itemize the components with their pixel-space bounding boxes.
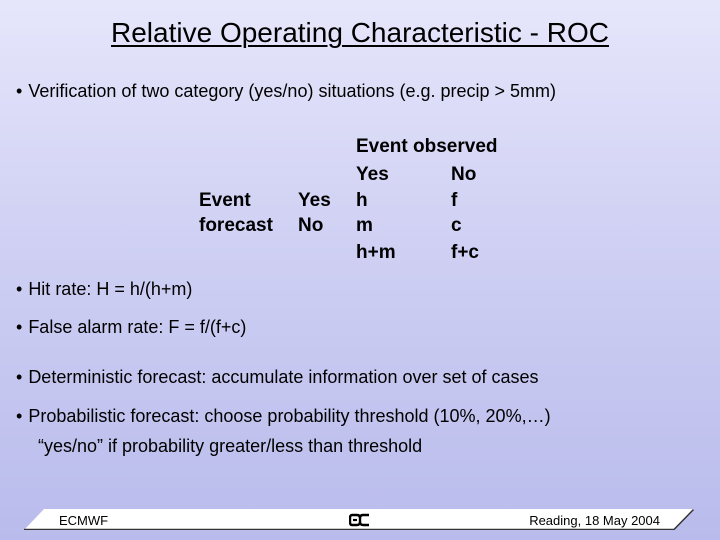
footer-date: Reading, 18 May 2004 — [529, 513, 660, 528]
bullet-marker: • — [16, 279, 23, 299]
bullet-marker: • — [16, 317, 23, 337]
bullet-deterministic-text: Deterministic forecast: accumulate information over set of cases — [28, 367, 539, 387]
col-header-no: No — [451, 164, 477, 185]
bullet-false-alarm-text: False alarm rate: F = f/(f+c) — [28, 317, 247, 337]
bullet-probabilistic — [16, 405, 551, 427]
bullet-probabilistic-text: Probabilistic forecast: choose probability threshold (10%, 20%,…) — [28, 406, 551, 426]
cell-correct-negatives: c — [451, 215, 462, 236]
total-observed-no: f+c — [451, 242, 479, 263]
bullet-hit-rate — [16, 278, 192, 300]
ecmwf-logo-icon — [349, 513, 371, 527]
row-label-forecast: forecast — [199, 215, 273, 236]
bullet-intro — [16, 80, 556, 102]
bullet-marker: • — [16, 367, 23, 387]
bullet-hit-rate-text: Hit rate: H = h/(h+m) — [28, 279, 193, 299]
bullet-deterministic — [16, 366, 539, 388]
slide-title-wrap — [0, 17, 720, 49]
cell-hits: h — [356, 190, 368, 211]
bullet-probabilistic-continuation: “yes/no” if probability greater/less than threshold — [38, 436, 423, 456]
col-header-yes: Yes — [356, 164, 389, 185]
bullet-marker: • — [16, 406, 23, 426]
row-header-yes: Yes — [298, 190, 331, 211]
bullet-false-alarm — [16, 316, 246, 338]
row-label-event: Event — [199, 190, 251, 211]
row-header-no: No — [298, 215, 324, 236]
bullet-intro-text: Verification of two category (yes/no) situations (e.g. precip > 5mm) — [28, 81, 557, 101]
footer-org: ECMWF — [59, 513, 109, 528]
total-observed-yes: h+m — [356, 242, 396, 263]
cell-false-alarms: f — [451, 190, 458, 211]
table-header-observed: Event observed — [356, 136, 498, 157]
bullet-marker: • — [16, 81, 23, 101]
slide-title: Relative Operating Characteristic - ROC — [111, 17, 609, 48]
cell-misses: m — [356, 215, 373, 236]
